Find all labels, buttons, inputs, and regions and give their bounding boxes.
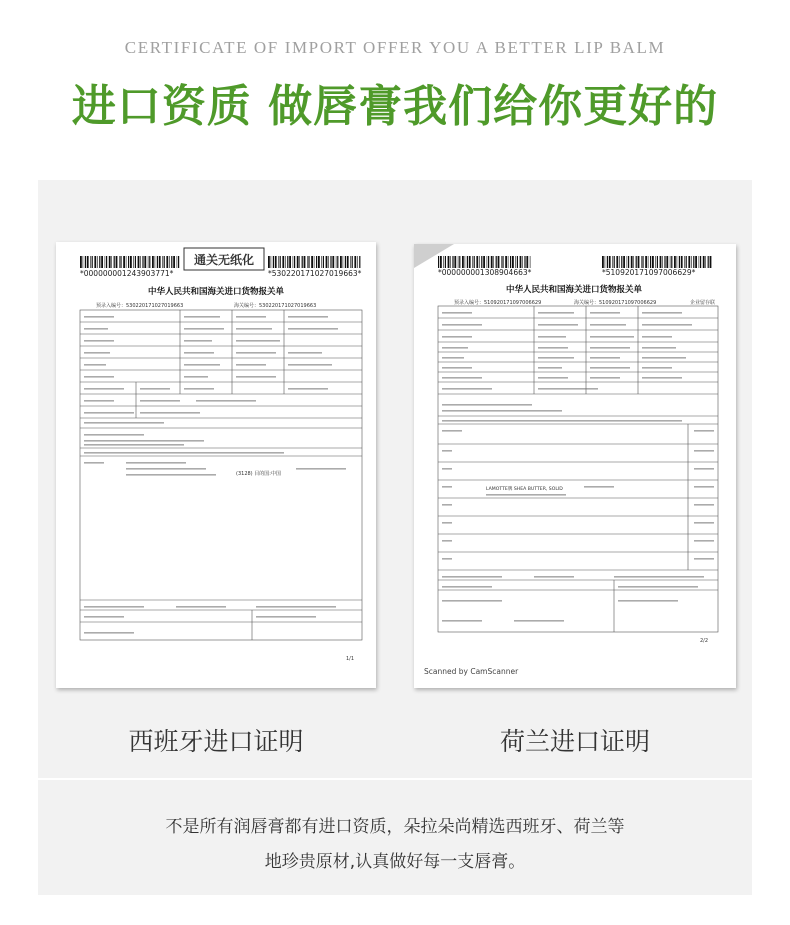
spain-document-image	[56, 242, 376, 688]
customs-no: 海关编号：530220171027019663	[234, 303, 317, 309]
barcode-number-right: *530220171027019663*	[268, 269, 362, 278]
origin-label: (3128) 目的国:中国	[236, 471, 281, 477]
form-text-lines	[84, 316, 346, 634]
stamp-text: 通关无纸化	[193, 253, 255, 267]
copy-label: 企业留存联	[690, 300, 716, 306]
barcode-left	[80, 256, 179, 268]
page-number: 2/2	[700, 638, 709, 644]
page-number: 1/1	[346, 656, 355, 662]
panel-divider	[38, 778, 752, 780]
barcode-number-left: *000000001308904663*	[438, 268, 532, 277]
english-subtitle: CERTIFICATE OF IMPORT OFFER YOU A BETTER LIP BALM	[124, 38, 666, 57]
spain-customs-declaration	[56, 242, 376, 688]
form-grid	[80, 310, 362, 640]
page-title: 进口资质 做唇膏我们给你更好的	[71, 81, 719, 132]
barcode-right	[602, 256, 711, 268]
barcode-left	[438, 256, 530, 268]
footer-line-2: 地珍贵原材,认真做好每一支唇膏。	[264, 852, 526, 872]
document-title: 中华人民共和国海关进口货物报关单	[147, 287, 285, 297]
scanner-watermark: Scanned by CamScanner	[424, 667, 519, 676]
caption-netherlands: 荷兰进口证明	[499, 727, 650, 756]
form-grid	[438, 306, 718, 632]
netherlands-document-image	[414, 244, 736, 688]
item-name: LAMOTTE牌 SHEA BUTTER, SOLID	[486, 487, 563, 492]
barcode-number-left: *000000001243903771*	[80, 269, 174, 278]
reg-no: 预录入编号：510920171097006629	[454, 300, 542, 306]
footer-line-1: 不是所有润唇膏都有进口资质，朵拉朵尚精选西班牙、荷兰等	[165, 817, 625, 837]
form-text-lines	[442, 312, 714, 622]
customs-no: 海关编号：510920171097006629	[574, 300, 657, 306]
barcode-number-right: *510920171097006629*	[602, 268, 696, 277]
netherlands-customs-declaration	[414, 244, 736, 688]
caption-spain: 西班牙进口证明	[128, 727, 304, 756]
barcode-right	[268, 256, 360, 268]
reg-no: 预录入编号：530220171027019663	[96, 303, 184, 309]
document-title: 中华人民共和国海关进口货物报关单	[505, 285, 643, 295]
